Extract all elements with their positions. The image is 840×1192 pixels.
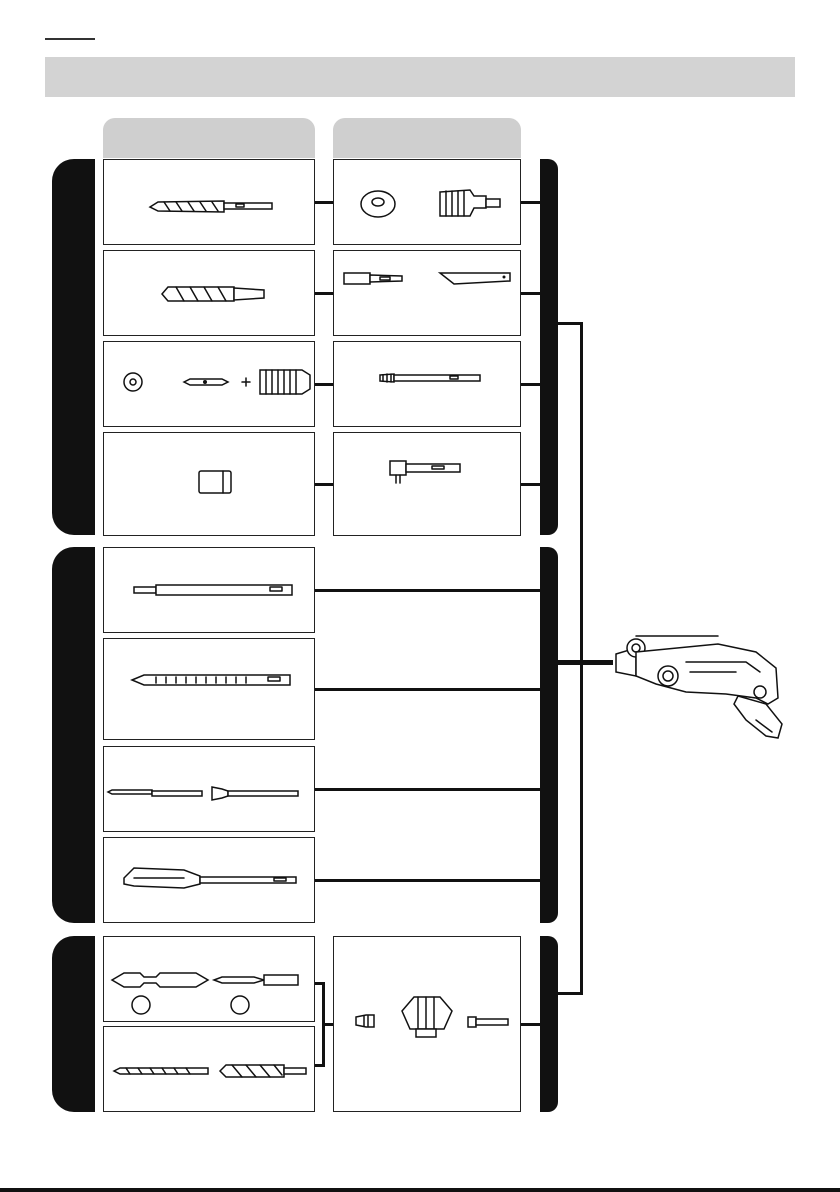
core-bit-set-box <box>103 341 315 427</box>
connector <box>521 1023 540 1026</box>
connector <box>521 383 540 386</box>
screw-bits-box <box>103 936 315 1022</box>
taper-shank-bit-box <box>103 250 315 336</box>
pointed-chisel-box <box>103 638 315 740</box>
taper-shank-bit-icon <box>104 251 315 336</box>
flat-chisels-box <box>103 746 315 832</box>
connector <box>315 292 333 295</box>
square-drive-adapter-box <box>333 432 521 536</box>
trunk-connector <box>580 322 583 995</box>
chuck-assembly-box <box>333 936 521 1112</box>
bull-point-box <box>103 547 315 633</box>
gouge-chisel-icon <box>104 838 315 923</box>
top-rule <box>45 38 95 40</box>
gouge-chisel-box <box>103 837 315 923</box>
column-heading-adapters <box>333 118 521 158</box>
connector <box>315 201 333 204</box>
core-bit-holder-box <box>333 159 521 245</box>
square-drive-adapter-icon <box>334 433 521 536</box>
socket-adapter-box <box>103 432 315 536</box>
connector <box>521 483 540 486</box>
group-bar-chiselling <box>52 547 95 923</box>
group-bar-screwdriving <box>52 936 95 1112</box>
right-bar-screwdriving <box>540 936 558 1112</box>
trunk-connector <box>558 992 583 995</box>
extension-bar-icon <box>334 342 521 427</box>
connector <box>325 1023 333 1026</box>
connector <box>315 788 540 791</box>
connector <box>315 589 540 592</box>
section-title-banner <box>45 57 795 97</box>
screw-bits-icon <box>104 937 315 1022</box>
shank-and-wedge-icon <box>334 251 521 336</box>
footer-rule <box>0 1188 840 1192</box>
sds-drill-bit-box <box>103 159 315 245</box>
connector <box>315 879 540 882</box>
right-bar-chiselling <box>540 547 558 923</box>
connector <box>315 383 333 386</box>
core-bit-set-icon <box>104 342 315 427</box>
rotary-hammer-icon <box>606 628 792 748</box>
connector <box>315 688 540 691</box>
sds-drill-bit-icon <box>104 160 315 245</box>
group-bar-drilling <box>52 159 95 535</box>
extension-bar-box <box>333 341 521 427</box>
connector <box>521 292 540 295</box>
shank-and-wedge-box <box>333 250 521 336</box>
twist-and-auger-icon <box>104 1027 315 1112</box>
bull-point-icon <box>104 548 315 633</box>
pointed-chisel-icon <box>104 639 315 740</box>
connector <box>521 201 540 204</box>
trunk-connector <box>558 660 613 665</box>
chuck-assembly-icon <box>334 937 521 1112</box>
connector <box>315 483 333 486</box>
flat-chisels-icon <box>104 747 315 832</box>
twist-and-auger-box <box>103 1026 315 1112</box>
right-bar-drilling <box>540 159 558 535</box>
core-bit-holder-icon <box>334 160 521 245</box>
socket-adapter-icon <box>104 433 315 536</box>
column-heading-bits <box>103 118 315 158</box>
